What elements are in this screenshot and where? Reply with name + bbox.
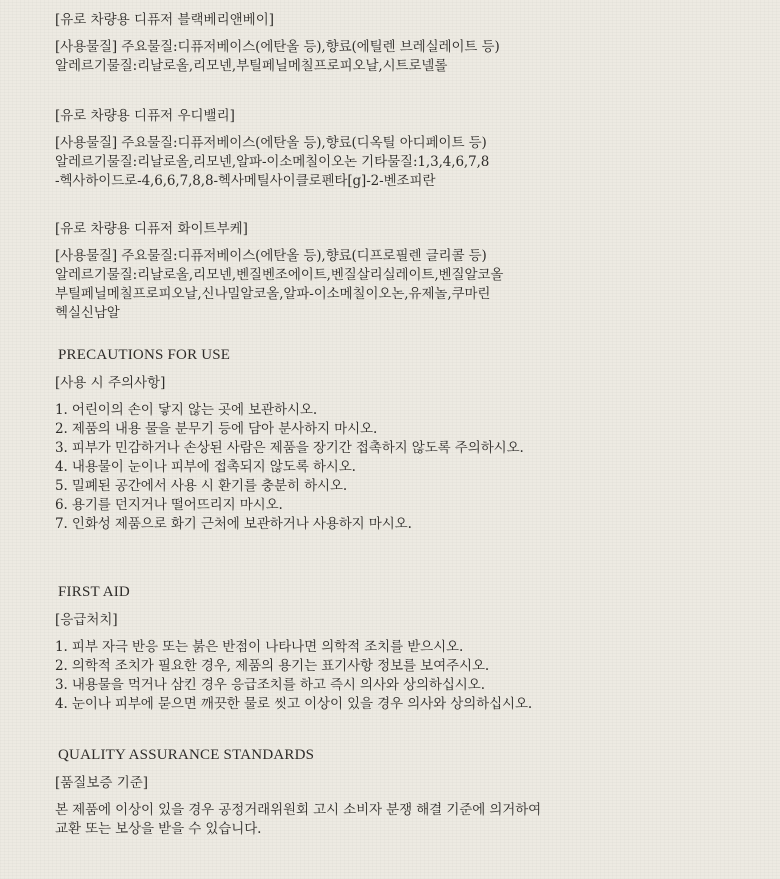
- list-item: 4. 내용물이 눈이나 피부에 접촉되지 않도록 하시오.: [55, 459, 356, 475]
- list-item: 1. 피부 자극 반응 또는 붉은 반점이 나타나면 의학적 조치를 받으시오.: [55, 639, 464, 655]
- quality-subheading: [품질보증 기준]: [55, 775, 149, 791]
- list-item: 3. 내용물을 먹거나 삼킨 경우 응급조치를 하고 즉시 의사와 상의하십시오.: [55, 677, 485, 693]
- list-item: 3. 피부가 민감하거나 손상된 사람은 제품을 장기간 접촉하지 않도록 주의하시오.: [55, 440, 524, 456]
- list-item: 6. 용기를 던지거나 떨어뜨리지 마시오.: [55, 497, 283, 513]
- product-allergens-line: 헥실신남알: [55, 305, 120, 321]
- precautions-heading: PRECAUTIONS FOR USE: [58, 347, 231, 363]
- product-title: [유로 차량용 디퓨저 화이트부케]: [55, 221, 248, 237]
- product-allergens-line: 알레르기물질:리날로올,리모넨,알파-이소메칠이오논 기타물질:1,3,4,6,7,8: [55, 154, 490, 170]
- product-allergens-line: 알레르기물질:리날로올,리모넨,벤질벤조에이트,벤질살리실레이트,벤질알코올: [55, 267, 504, 283]
- first-aid-section: [55, 583, 532, 714]
- list-item: 1. 어린이의 손이 닿지 않는 곳에 보관하시오.: [55, 402, 318, 418]
- product-section-blackberry-bay: [55, 11, 500, 76]
- list-item: 2. 의학적 조치가 필요한 경우, 제품의 용기는 표기사항 정보를 보여주시오.: [55, 658, 490, 674]
- quality-heading: QUALITY ASSURANCE STANDARDS: [58, 747, 315, 763]
- product-title: [유로 차량용 디퓨저 블랙베리앤베이]: [55, 12, 275, 28]
- quality-text-line: 본 제품에 이상이 있을 경우 공정거래위원회 고시 소비자 분쟁 해결 기준에 의거하여: [55, 802, 542, 818]
- product-allergens-line: -헥사하이드로-4,6,6,7,8,8-헥사메틸사이클로펜타[g]-2-벤조피란: [55, 173, 436, 189]
- product-section-woody-valley: [55, 107, 489, 191]
- list-item: 4. 눈이나 피부에 묻으면 깨끗한 물로 씻고 이상이 있을 경우 의사와 상의하십시오.: [55, 696, 533, 712]
- first-aid-subheading: [응급처치]: [55, 612, 118, 628]
- quality-text-line: 교환 또는 보상을 받을 수 있습니다.: [55, 821, 262, 837]
- product-allergens-line: 부틸페닐메칠프로피오날,신나밀알코올,알파-이소메칠이오논,유제놀,쿠마린: [55, 286, 491, 302]
- precautions-subheading: [사용 시 주의사항]: [55, 375, 166, 391]
- product-section-white-bouquet: [55, 220, 503, 323]
- product-ingredients-line: [사용물질] 주요물질:디퓨저베이스(에탄올 등),향료(디옥틸 아디페이트 등): [55, 135, 487, 151]
- product-ingredients-line: [사용물질] 주요물질:디퓨저베이스(에탄올 등),향료(디프로필렌 글리콜 등): [55, 248, 487, 264]
- product-ingredients-line: [사용물질] 주요물질:디퓨저베이스(에탄올 등),향료(에틸렌 브레실레이트 등): [55, 39, 500, 55]
- list-item: 2. 제품의 내용 물을 분무기 등에 담아 분사하지 마시오.: [55, 421, 378, 437]
- list-item: 5. 밀폐된 공간에서 사용 시 환기를 충분히 하시오.: [55, 478, 348, 494]
- product-allergens-line: 알레르기물질:리날로올,리모넨,부틸페닐메칠프로피오날,시트로넬롤: [55, 58, 448, 74]
- quality-assurance-section: [55, 746, 541, 839]
- product-title: [유로 차량용 디퓨저 우디밸리]: [55, 108, 235, 124]
- precautions-section: [55, 346, 524, 534]
- first-aid-heading: FIRST AID: [58, 584, 130, 600]
- list-item: 7. 인화성 제품으로 화기 근처에 보관하거나 사용하지 마시오.: [55, 516, 412, 532]
